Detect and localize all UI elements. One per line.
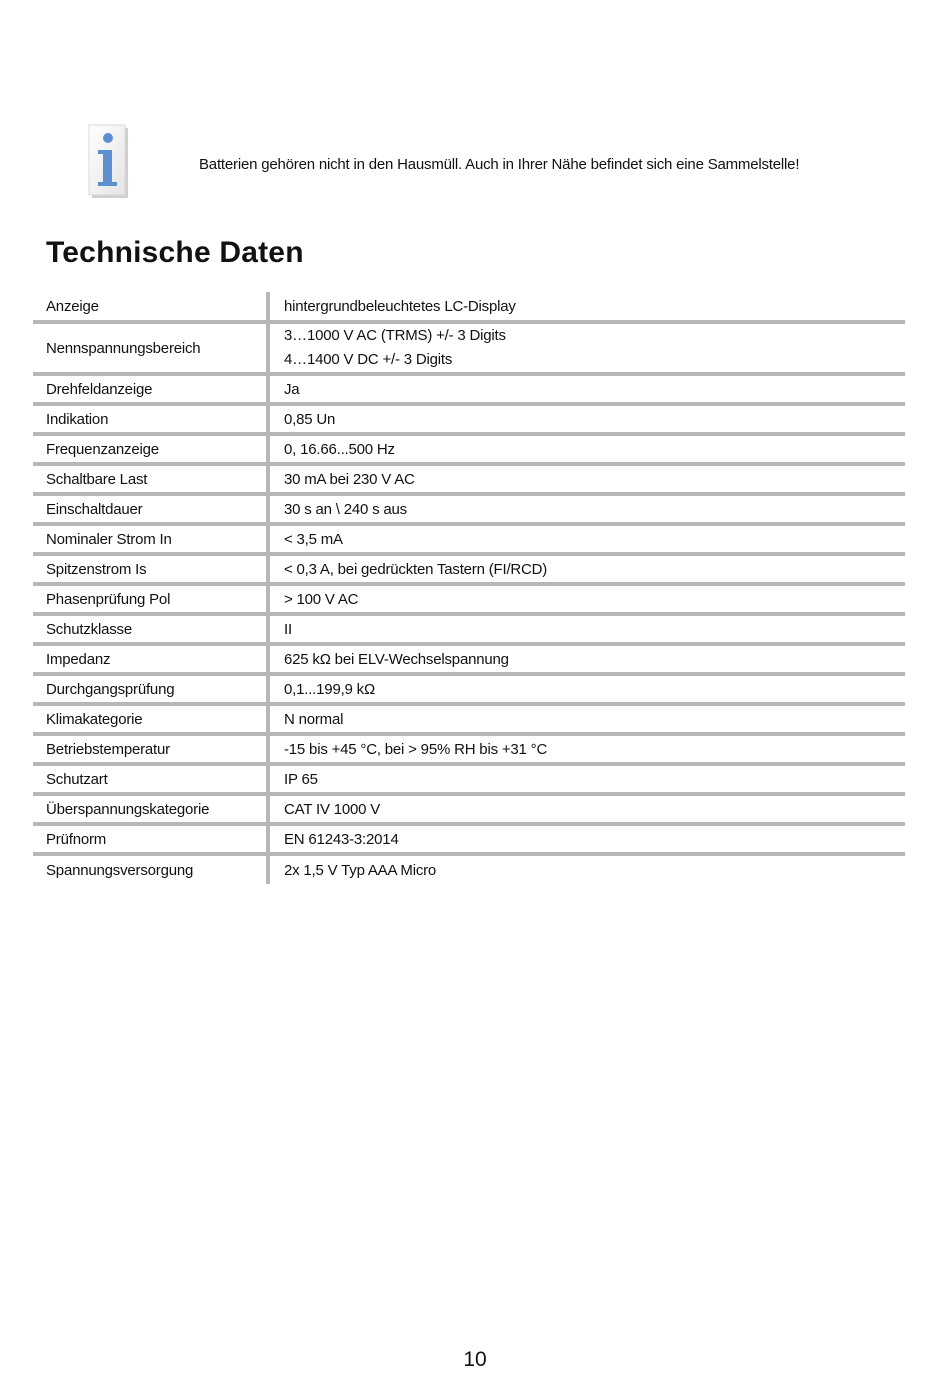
spec-row-pruefnorm [33,824,905,854]
spec-label: Nennspannungsbereich [33,322,268,374]
spec-value: EN 61243-3:2014 [284,830,399,848]
spec-value: Ja [284,380,300,398]
spec-value: IP 65 [284,770,318,788]
spec-value [268,322,905,374]
spec-row-einschaltdauer [33,494,905,524]
spec-label: Schaltbare Last [33,464,268,494]
spec-value-dc: 4…1400 V DC +/- 3 Digits [284,351,453,368]
spec-value-ac: 3…1000 V AC (TRMS) +/- 3 Digits [284,327,506,344]
spec-value: 0,85 Un [284,410,336,428]
spec-label: Nominaler Strom In [33,524,268,554]
spec-row-schutzart [33,764,905,794]
spec-value: < 3,5 mA [284,530,343,548]
spec-value: CAT IV 1000 V [284,800,381,818]
spec-label: Einschaltdauer [33,494,268,524]
spec-row-klimakategorie [33,704,905,734]
spec-row-drehfeldanzeige [33,374,905,404]
spec-value: N normal [284,710,344,728]
info-icon [88,124,130,200]
spec-value: hintergrundbeleuchtetes LC-Display [284,297,516,315]
spec-value: 30 mA bei 230 V AC [284,470,415,488]
spec-row-ueberspannungskategorie [33,794,905,824]
spec-row-impedanz [33,644,905,674]
spec-row-nominaler-strom [33,524,905,554]
spec-label: Indikation [33,404,268,434]
spec-label: Anzeige [33,292,268,322]
spec-value: < 0,3 A, bei gedrückten Tastern (FI/RCD) [284,560,548,578]
spec-label: Betriebstemperatur [33,734,268,764]
spec-row-frequenzanzeige [33,434,905,464]
spec-label: Klimakategorie [33,704,268,734]
spec-value: > 100 V AC [284,590,359,608]
battery-notice [88,124,908,204]
spec-row-schaltbare-last [33,464,905,494]
spec-value: 625 kΩ bei ELV-Wechselspannung [284,650,509,668]
spec-row-spitzenstrom [33,554,905,584]
spec-row-indikation [33,404,905,434]
spec-label: Phasenprüfung Pol [33,584,268,614]
section-title: Technische Daten [46,236,304,269]
spec-label: Prüfnorm [33,824,268,854]
spec-label: Überspannungskategorie [33,794,268,824]
spec-label: Spannungsversorgung [33,854,268,884]
spec-row-schutzklasse [33,614,905,644]
spec-value: 30 s an \ 240 s aus [284,500,407,518]
spec-value: II [284,620,292,638]
spec-value: 2x 1,5 V Typ AAA Micro [284,861,437,879]
spec-label: Frequenzanzeige [33,434,268,464]
spec-label: Durchgangsprüfung [33,674,268,704]
spec-label: Schutzart [33,764,268,794]
spec-label: Spitzenstrom Is [33,554,268,584]
spec-row-durchgangspruefung [33,674,905,704]
spec-label: Impedanz [33,644,268,674]
page-number: 10 [463,1348,487,1371]
spec-value: -15 bis +45 °C, bei > 95% RH bis +31 °C [284,740,548,758]
spec-value: 0, 16.66...500 Hz [284,440,395,458]
spec-label: Drehfeldanzeige [33,374,268,404]
spec-table [33,292,905,884]
notice-text: Batterien gehören nicht in den Hausmüll. Auch in Ihrer Nähe befindet sich eine Sammelstelle! [199,156,800,173]
spec-row-phasenpruefung [33,584,905,614]
spec-row-betriebstemperatur [33,734,905,764]
spec-label: Schutzklasse [33,614,268,644]
spec-row-nennspannungsbereich [33,322,905,374]
spec-row-spannungsversorgung [33,854,905,884]
spec-value: 0,1...199,9 kΩ [284,680,375,698]
spec-row-anzeige [33,292,905,322]
